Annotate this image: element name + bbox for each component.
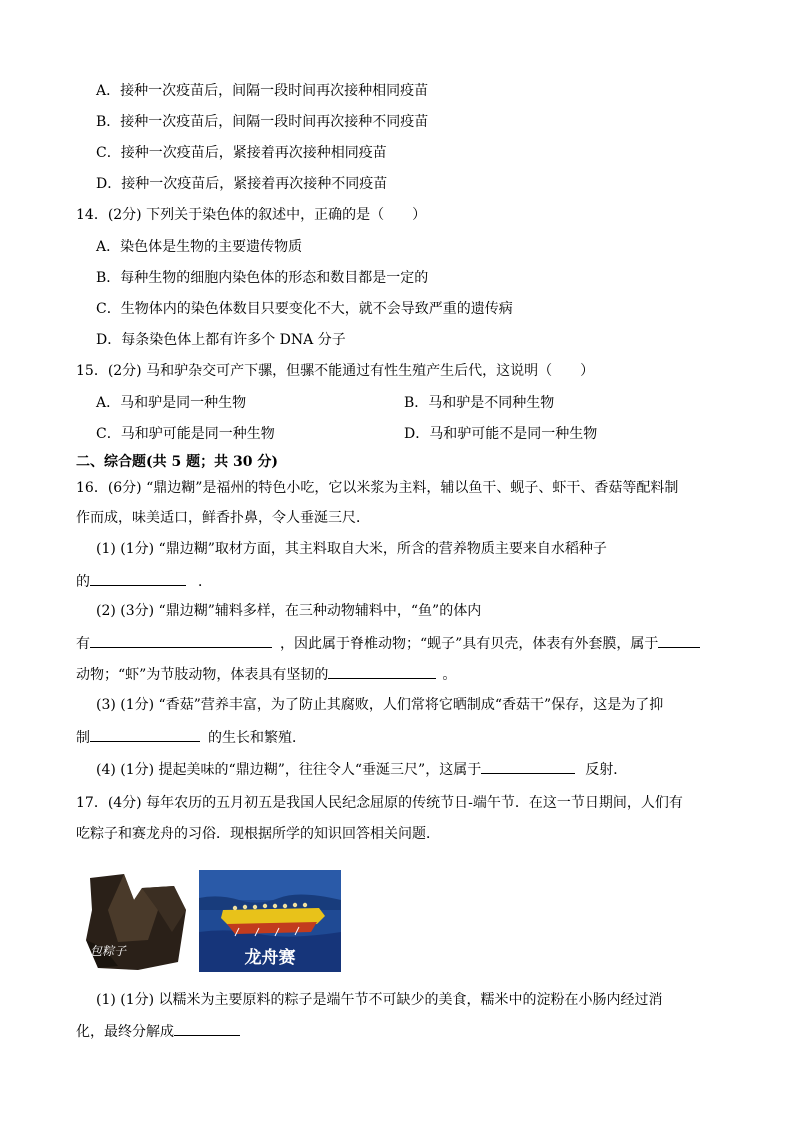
q16-part2-line3 — [76, 664, 456, 684]
q16-part3-line1: (3) (1分) “香菇”营养丰富，为了防止其腐败，人们常将它晒制成“香菇干”保存，这是为了抑 — [96, 697, 664, 713]
q15-option-a: A．马和驴是同一种生物 — [96, 395, 247, 411]
q16-part2-line3-prefix: 动物；“虾”为节肢动物，体表具有坚韧的 — [76, 667, 329, 683]
q16-part2-middle: ，因此属于脊椎动物；“蚬子”具有贝壳，体表有外套膜，属于 — [280, 636, 659, 652]
zongzi-image — [78, 870, 192, 972]
q16-part1-line2 — [76, 571, 212, 591]
answer-blank[interactable] — [90, 727, 200, 742]
q17-part1-line1: (1) (1分) 以糯米为主要原料的粽子是端午节不可缺少的美食，糯米中的淀粉在小肠内经过消 — [96, 992, 663, 1008]
q16-part4-prefix: (4) (1分) 提起美味的“鼎边糊”，往往令人“垂涎三尺”，这属于 — [96, 762, 482, 778]
q14-option-d: D．每条染色体上都有许多个 DNA 分子 — [96, 332, 346, 348]
q17-stem-line2: 吃粽子和赛龙舟的习俗．现根据所学的知识回答相关问题． — [76, 826, 440, 842]
dragon-boat-caption: 龙舟赛 — [244, 948, 296, 968]
q15-stem: 15．(2分) 马和驴杂交可产下骡，但骡不能通过有性生殖产生后代，这说明（ ） — [76, 363, 595, 379]
q17-stem-line1: 17．(4分) 每年农历的五月初五是我国人民纪念屈原的传统节日-端午节．在这一节日期间，人们有 — [76, 795, 683, 811]
answer-blank[interactable] — [658, 633, 700, 648]
q13-option-b: B．接种一次疫苗后，间隔一段时间再次接种不同疫苗 — [96, 114, 429, 130]
q14-option-c: C．生物体内的染色体数目只要变化不大，就不会导致严重的遗传病 — [96, 301, 513, 317]
q13-option-c: C．接种一次疫苗后，紧接着再次接种相同疫苗 — [96, 145, 387, 161]
q16-part2-prefix: 有 — [76, 636, 90, 652]
answer-blank[interactable] — [90, 633, 272, 648]
q16-part1-prefix: 的 — [76, 574, 90, 590]
q15-option-d: D．马和驴可能不是同一种生物 — [404, 426, 598, 442]
q16-part3-prefix: 制 — [76, 730, 90, 746]
q16-stem-line2: 作而成，味美适口，鲜香扑鼻，令人垂涎三尺． — [76, 510, 370, 526]
q16-part2-line3-suffix: 。 — [442, 667, 457, 683]
q16-part1-suffix: ． — [198, 574, 212, 590]
q17-part1-line2 — [76, 1021, 240, 1041]
section-heading: 二、综合题(共 5 题；共 30 分) — [76, 454, 278, 470]
dragon-boat-image — [199, 870, 341, 972]
q16-part4 — [96, 759, 627, 779]
q16-part3-line2 — [76, 727, 306, 747]
q16-part2-line1: (2) (3分) “鼎边糊”辅料多样，在三种动物辅料中，“鱼”的体内 — [96, 603, 482, 619]
q14-stem: 14．(2分) 下列关于染色体的叙述中，正确的是（ ） — [76, 207, 427, 223]
q13-option-a: A．接种一次疫苗后，间隔一段时间再次接种相同疫苗 — [96, 83, 429, 99]
q15-option-c: C．马和驴可能是同一种生物 — [96, 426, 275, 442]
q16-stem-line1: 16．(6分) “鼎边糊”是福州的特色小吃，它以米浆为主料，辅以鱼干、蚬子、虾干、香菇等配料制 — [76, 480, 679, 496]
answer-blank[interactable] — [90, 571, 186, 586]
answer-blank[interactable] — [481, 759, 575, 774]
zongzi-caption: 包粽子 — [90, 944, 127, 958]
q16-part1-line1: (1) (1分) “鼎边糊”取材方面，其主料取自大米，所含的营养物质主要来自水稻种子 — [96, 541, 607, 557]
answer-blank[interactable] — [328, 664, 436, 679]
q16-part3-suffix: 的生长和繁殖． — [208, 730, 306, 746]
q15-option-b: B．马和驴是不同种生物 — [404, 395, 555, 411]
q16-part4-suffix: 反射． — [585, 762, 628, 778]
q17-part1-prefix: 化，最终分解成 — [76, 1024, 174, 1040]
answer-blank[interactable] — [174, 1021, 240, 1036]
q16-part2-line2 — [76, 633, 700, 653]
q14-option-b: B．每种生物的细胞内染色体的形态和数目都是一定的 — [96, 270, 429, 286]
q14-option-a: A．染色体是生物的主要遗传物质 — [96, 239, 303, 255]
q13-option-d: D．接种一次疫苗后，紧接着再次接种不同疫苗 — [96, 176, 388, 192]
